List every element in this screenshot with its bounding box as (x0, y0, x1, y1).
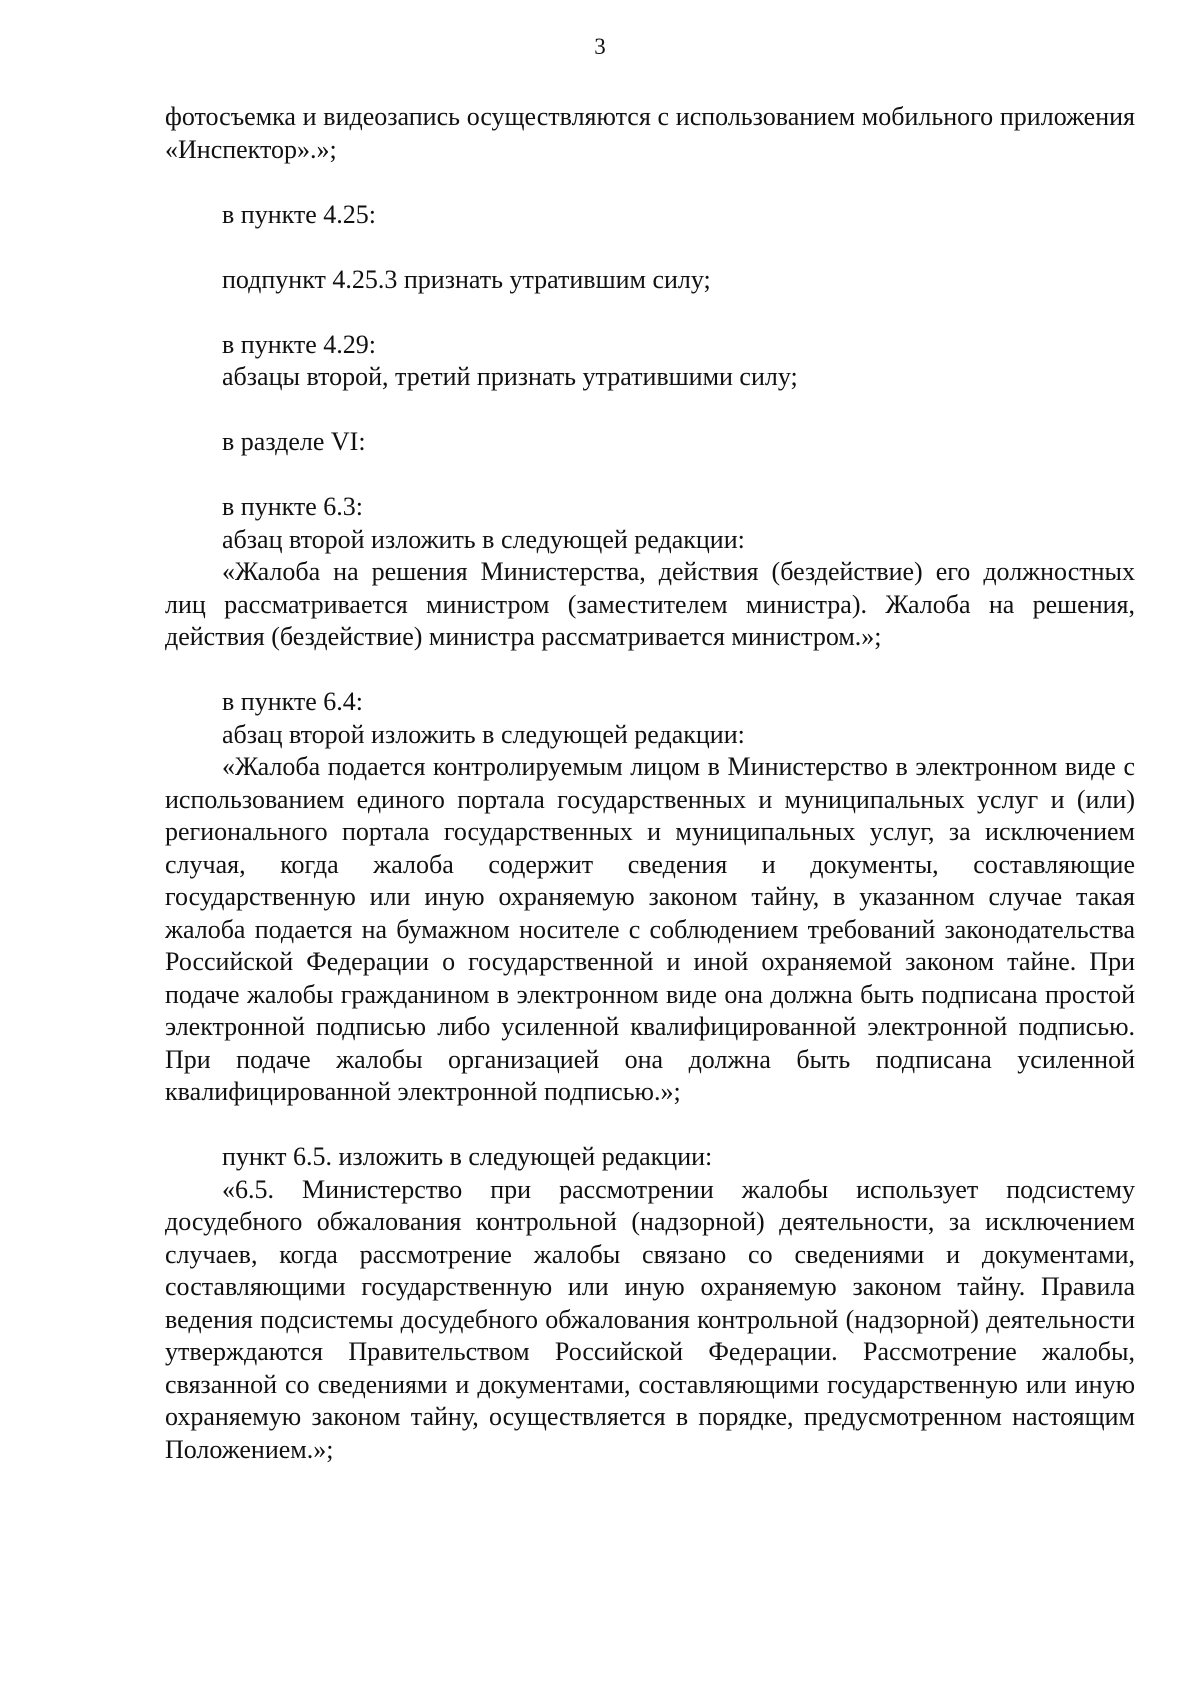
page-number: 3 (594, 34, 606, 59)
paragraph-6-4-quote: «Жалоба подается контролируемым лицом в Министерство в электронном виде с использованием единого портала государственных и муниципальных услуг и (или) регионального портала государственных и муниципальных услуг, за исключением случая, когда жалоба содержит сведения и документы, составляющие государственную или иную охраняемую законом тайну, в указанном случае такая жалоба подается на бумажном носителе с соблюдением требований законодательства Российской Федерации о государственной и иной охраняемой законом тайне. При подаче жалобы гражданином в электронном виде она должна быть подписана простой электронной подписью либо усиленной квалифицированной электронной подписью. При подаче жалобы организацией она должна быть подписана усиленной квалифицированной электронной подписью.»; (165, 752, 1135, 1106)
heading-point-6-5: пункт 6.5. изложить в следующей редакции: (222, 1142, 713, 1171)
spacer (165, 1109, 1135, 1142)
paragraph-6-3-quote: «Жалоба на решения Министерства, действия (бездействие) его должностных лиц рассматривается министром (заместителем министра). Жалоба на решения, действия (бездействие) министра рассматривается министром.»; (165, 557, 1135, 651)
spacer (165, 166, 1135, 199)
heading-point-4-25: в пункте 4.25: (222, 199, 377, 229)
paragraph-6-4-instruction: абзац второй изложить в следующей редакции: (222, 719, 745, 749)
heading-point-4-29: в пункте 4.29: (222, 329, 377, 359)
paragraph-photo-video: фотосъемка и видеозапись осуществляются с использованием мобильного приложения «Инспектор».»; (165, 102, 1135, 164)
spacer (165, 296, 1135, 329)
spacer (165, 654, 1135, 687)
spacer (165, 231, 1135, 264)
paragraph-6-5-quote: «6.5. Министерство при рассмотрении жалобы использует подсистему досудебного обжалования контрольной (надзорной) деятельности, за исключением случаев, когда рассмотрение жалобы связано со сведениями и документами, составляющими государственную или иную охраняемую законом тайну. Правила ведения подсистемы досудебного обжалования контрольной (надзорной) деятельности утверждаются Правительством Российской Федерации. Рассмотрение жалобы, связанной со сведениями и документами, составляющими государственную или иную охраняемую законом тайну, осуществляется в порядке, предусмотренном настоящим Положением.»; (165, 1174, 1135, 1464)
paragraph-6-3-instruction: абзац второй изложить в следующей редакции: (222, 524, 745, 554)
spacer (165, 459, 1135, 492)
heading-point-6-3: в пункте 6.3: (222, 492, 364, 521)
heading-section-vi: в разделе VI: (222, 427, 366, 456)
heading-point-6-4: в пункте 6.4: (222, 687, 364, 716)
paragraph-abzats-4-29: абзацы второй, третий признать утратившими силу; (222, 362, 798, 391)
spacer (165, 394, 1135, 427)
document-body (165, 101, 1135, 1466)
paragraph-subpoint-4-25-3: подпункт 4.25.3 признать утратившим силу; (222, 264, 711, 294)
